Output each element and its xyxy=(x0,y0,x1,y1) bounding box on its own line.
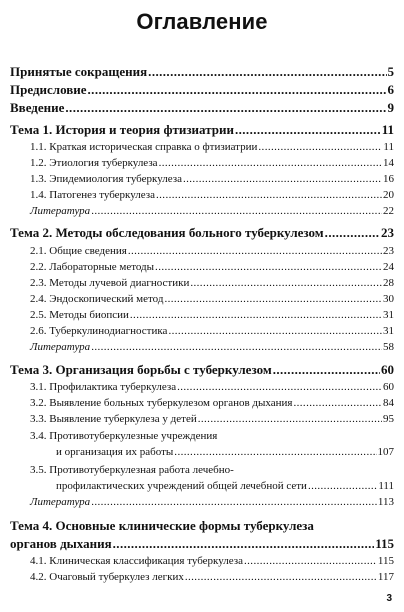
toc-page: 30 xyxy=(383,293,394,305)
toc-chapter: Тема 1. История и теория фтизиатрии ..... 11 xyxy=(10,122,394,138)
toc-page: 31 xyxy=(383,325,394,337)
toc-section: 1.3. Эпидемиология туберкулеза ..... 16 xyxy=(30,173,394,185)
toc-page: 111 xyxy=(378,480,394,492)
toc-page: 16 xyxy=(383,173,394,185)
toc-chapter-line1: Тема 4. Основные клинические формы туберкулеза xyxy=(10,518,314,533)
leader-dots xyxy=(164,293,382,305)
toc-section: 1.1. Краткая историческая справка о фтизиатрии ..... 11 xyxy=(30,141,394,153)
toc-chapter: Тема 3. Организация борьбы с туберкулезом ..... 60 xyxy=(10,362,394,378)
toc-entry: Принятые сокращения ..... 5 xyxy=(10,64,394,80)
page-title: Оглавление xyxy=(136,9,268,34)
toc-section-line1: 3.4. Противотуберкулезные учреждения xyxy=(30,430,218,442)
toc-entry: Введение ..... 9 xyxy=(10,100,394,116)
toc-section: 2.1. Общие сведения ..... 23 xyxy=(30,245,394,257)
toc-page: 20 xyxy=(383,189,394,201)
toc-section: 3.1. Профилактика туберкулеза ..... 60 xyxy=(30,381,394,393)
toc-chapter: органов дыхания ..... 115 xyxy=(10,536,394,552)
leader-dots xyxy=(159,157,382,169)
leader-dots xyxy=(113,536,375,552)
leader-dots xyxy=(91,205,382,217)
leader-dots xyxy=(88,82,387,98)
toc-page: 24 xyxy=(383,261,394,273)
toc-page: 11 xyxy=(381,122,394,137)
leader-dots xyxy=(183,173,382,185)
toc-section: 4.2. Очаговый туберкулез легких ..... 117 xyxy=(30,571,394,583)
toc-page: 14 xyxy=(383,157,394,169)
leader-dots xyxy=(190,277,382,289)
toc-section-line1: 3.5. Противотуберкулезная работа лечебно- xyxy=(30,464,234,476)
toc-page: 28 xyxy=(383,277,394,289)
leader-dots xyxy=(308,480,377,492)
toc-section: 3.2. Выявление больных туберкулезом органов дыхания ..... 84 xyxy=(30,397,394,409)
toc-page: 22 xyxy=(383,205,394,217)
toc-section: 1.4. Патогенез туберкулеза ..... 20 xyxy=(30,189,394,201)
toc-entry: Предисловие ..... 6 xyxy=(10,82,394,98)
page-number: 3 xyxy=(386,593,392,604)
toc-page: 115 xyxy=(377,555,394,567)
leader-dots xyxy=(244,555,377,567)
toc-section: 2.4. Эндоскопический метод ..... 30 xyxy=(30,293,394,305)
toc-section: и организация их работы ..... 107 xyxy=(56,446,394,458)
toc-page: 9 xyxy=(387,100,394,115)
toc-chapter: Тема 2. Методы обследования больного туберкулезом ..... 23 xyxy=(10,225,394,241)
toc-section: 2.3. Методы лучевой диагностики ..... 28 xyxy=(30,277,394,289)
toc-page: 60 xyxy=(383,381,394,393)
toc-page: 5 xyxy=(387,64,394,79)
leader-dots xyxy=(325,225,380,241)
leader-dots xyxy=(293,397,382,409)
leader-dots xyxy=(258,141,382,153)
leader-dots xyxy=(168,325,382,337)
leader-dots xyxy=(185,571,377,583)
toc-page: 6 xyxy=(387,82,394,97)
leader-dots xyxy=(148,64,386,80)
toc-section: профилактических учреждений общей лечебной сети ..... 111 xyxy=(56,480,394,492)
toc-page: 107 xyxy=(377,446,394,458)
leader-dots xyxy=(65,100,386,116)
toc-page: 115 xyxy=(375,536,394,551)
toc-page: 84 xyxy=(383,397,394,409)
toc-page: 23 xyxy=(383,245,394,257)
toc-section: 1.2. Этиология туберкулеза ..... 14 xyxy=(30,157,394,169)
toc-page: 113 xyxy=(377,496,394,508)
leader-dots xyxy=(174,446,376,458)
toc-section: 2.2. Лабораторные методы ..... 24 xyxy=(30,261,394,273)
toc-page: 58 xyxy=(383,341,394,353)
leader-dots xyxy=(273,362,380,378)
leader-dots xyxy=(91,496,377,508)
toc-section: 2.6. Туберкулинодиагностика ..... 31 xyxy=(30,325,394,337)
leader-dots xyxy=(235,122,381,138)
toc-page: 117 xyxy=(377,571,394,583)
leader-dots xyxy=(156,189,382,201)
toc-page: 11 xyxy=(383,141,394,153)
toc-literature: Литература ..... 58 xyxy=(30,341,394,353)
leader-dots xyxy=(130,309,382,321)
leader-dots xyxy=(91,341,382,353)
leader-dots xyxy=(177,381,382,393)
leader-dots xyxy=(128,245,382,257)
toc-page: 60 xyxy=(381,362,394,377)
toc-page: 31 xyxy=(383,309,394,321)
toc-section: 2.5. Методы биопсии ..... 31 xyxy=(30,309,394,321)
leader-dots xyxy=(198,413,382,425)
toc-section: 4.1. Клиническая классификация туберкулеза ..... 115 xyxy=(30,555,394,567)
toc-page: 95 xyxy=(383,413,394,425)
toc-literature: Литература ..... 113 xyxy=(30,496,394,508)
toc-section: 3.3. Выявление туберкулеза у детей ..... 95 xyxy=(30,413,394,425)
toc-literature: Литература ..... 22 xyxy=(30,205,394,217)
toc-page: 23 xyxy=(381,225,394,240)
leader-dots xyxy=(155,261,382,273)
